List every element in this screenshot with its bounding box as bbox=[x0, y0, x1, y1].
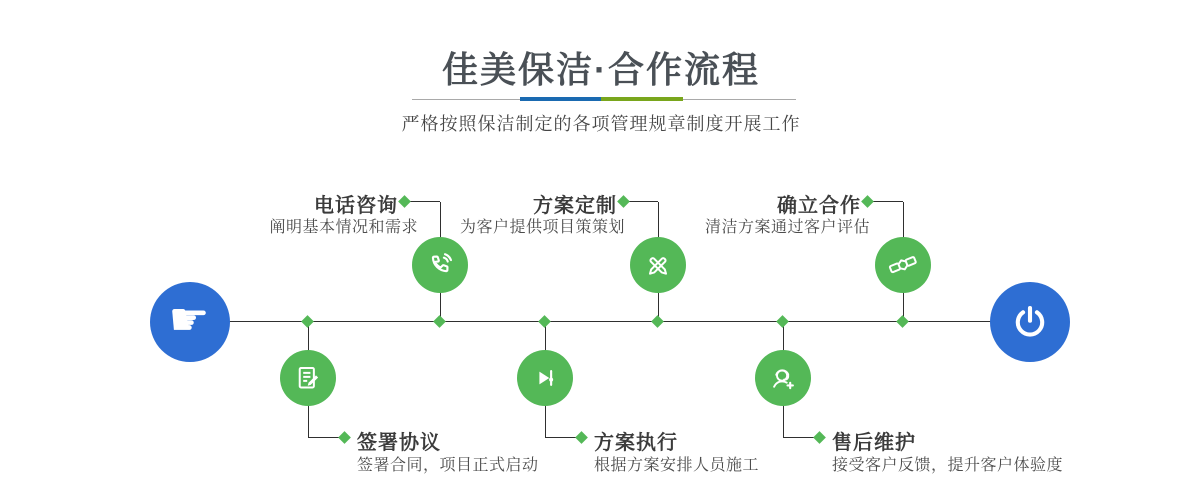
connector-line bbox=[545, 437, 578, 438]
diamond-marker bbox=[617, 195, 630, 208]
connector-line bbox=[783, 437, 816, 438]
design-icon bbox=[642, 249, 674, 281]
step-desc: 清洁方案通过客户评估 bbox=[704, 219, 870, 236]
step-icon-circle bbox=[630, 237, 686, 293]
step-desc: 阐明基本情况和需求 bbox=[269, 219, 418, 236]
power-icon bbox=[1011, 303, 1049, 341]
step-desc: 为客户提供项目策策划 bbox=[459, 219, 625, 236]
diamond-marker bbox=[896, 315, 909, 328]
diamond-marker bbox=[338, 431, 351, 444]
play-icon bbox=[529, 362, 561, 394]
contract-icon bbox=[292, 362, 324, 394]
diamond-marker bbox=[433, 315, 446, 328]
step-desc: 签署合同，项目正式启动 bbox=[357, 457, 539, 474]
step-icon-circle bbox=[280, 350, 336, 406]
step-title: 售后维护 bbox=[832, 432, 916, 454]
pointing-hand-icon: ☛ bbox=[168, 292, 210, 346]
step-desc: 接受客户反馈，提升客户体验度 bbox=[832, 457, 1064, 474]
flow-end-circle bbox=[990, 282, 1070, 362]
step-title: 签署协议 bbox=[357, 432, 441, 454]
phone-icon bbox=[424, 249, 456, 281]
diamond-marker bbox=[398, 195, 411, 208]
headset-icon bbox=[767, 362, 799, 394]
page-subtitle: 严格按照保洁制定的各项管理规章制度开展工作 bbox=[401, 114, 801, 134]
divider-accent-green bbox=[601, 97, 683, 101]
step-desc: 根据方案安排人员施工 bbox=[594, 457, 760, 474]
diamond-marker bbox=[538, 315, 551, 328]
diamond-marker bbox=[813, 431, 826, 444]
diamond-marker bbox=[861, 195, 874, 208]
diamond-marker bbox=[575, 431, 588, 444]
timeline-line bbox=[228, 321, 993, 322]
step-icon-circle bbox=[875, 237, 931, 293]
flow-start-circle bbox=[150, 282, 230, 362]
step-icon-circle bbox=[412, 237, 468, 293]
page-title: 佳美保洁·合作流程 bbox=[442, 49, 760, 90]
step-title: 方案定制 bbox=[533, 195, 617, 217]
diamond-marker bbox=[776, 315, 789, 328]
step-icon-circle bbox=[517, 350, 573, 406]
step-icon-circle bbox=[755, 350, 811, 406]
step-title: 确立合作 bbox=[777, 195, 861, 217]
diamond-marker bbox=[301, 315, 314, 328]
divider-accent-blue bbox=[520, 97, 601, 101]
connector-line bbox=[308, 437, 341, 438]
step-title: 方案执行 bbox=[594, 432, 678, 454]
step-title: 电话咨询 bbox=[314, 195, 398, 217]
handshake-icon bbox=[886, 248, 920, 282]
diamond-marker bbox=[651, 315, 664, 328]
